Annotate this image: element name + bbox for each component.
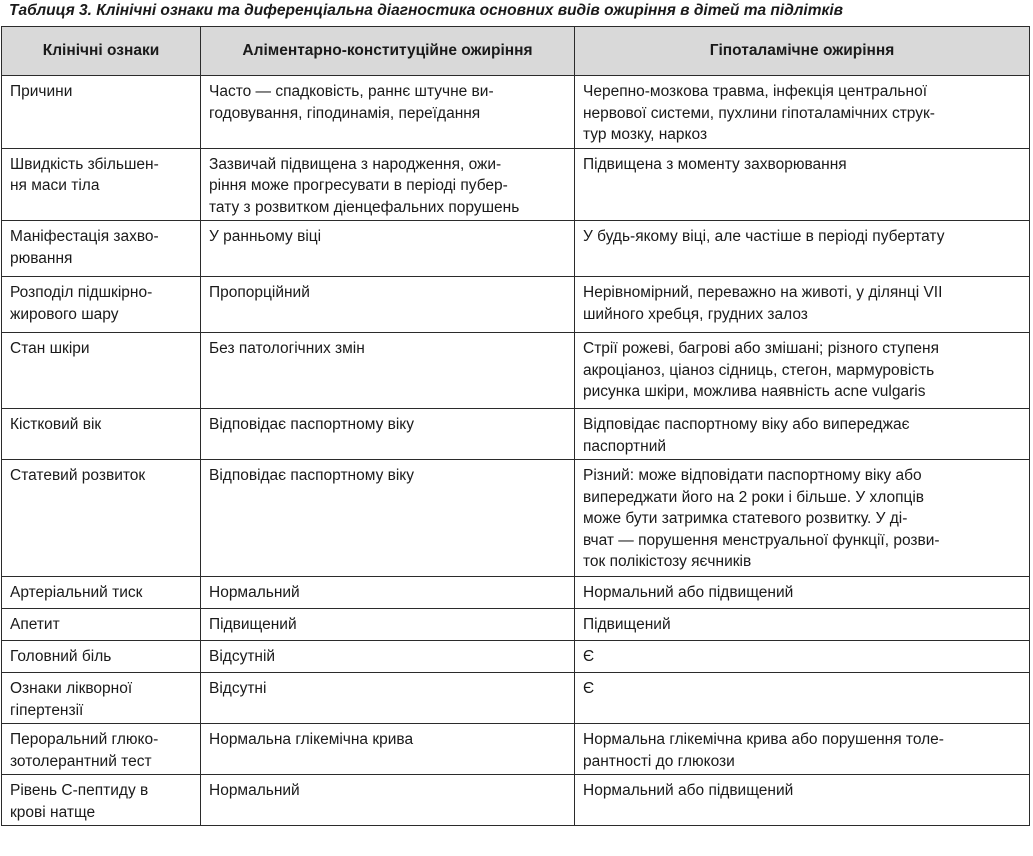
table-row [2, 673, 1030, 724]
table-row [2, 221, 1030, 277]
cell-clinical-sign: Головний біль [2, 641, 201, 673]
header-clinical-signs: Клінічні ознаки [2, 27, 201, 76]
header-alimentary-obesity: Аліментарно-конституційне ожиріння [201, 27, 575, 76]
cell-hypothalamic: Нормальна глікемічна крива або порушення толе- рантності до глюкози [575, 724, 1030, 775]
cell-clinical-sign: Апетит [2, 609, 201, 641]
header-row [2, 27, 1030, 76]
header-hypothalamic-obesity: Гіпоталамічне ожиріння [575, 27, 1030, 76]
cell-hypothalamic: Є [575, 641, 1030, 673]
cell-clinical-sign: Статевий розвиток [2, 460, 201, 577]
cell-hypothalamic: Різний: може відповідати паспортному віку або випереджати його на 2 роки і більше. У хлопців може бути затримка статевого розвитку. У ді- вчат — порушення менструальної функції, розви- ток полікістозу яєчників [575, 460, 1030, 577]
cell-clinical-sign: Маніфестація захво- рювання [2, 221, 201, 277]
cell-clinical-sign: Швидкість збільшен- ня маси тіла [2, 148, 201, 221]
cell-clinical-sign: Ознаки лікворної гіпертензії [2, 673, 201, 724]
cell-alimentary: Зазвичай підвищена з народження, ожи- ріння може прогресувати в періоді пубер- тату з розвитком діенцефальних порушень [201, 148, 575, 221]
table-row [2, 277, 1030, 333]
cell-alimentary: Відсутні [201, 673, 575, 724]
table-caption: Таблиця 3. Клінічні ознаки та диференціальна діагностика основних видів ожиріння в дітей та підлітків [9, 2, 844, 19]
cell-hypothalamic: Є [575, 673, 1030, 724]
cell-hypothalamic: Підвищена з моменту захворювання [575, 148, 1030, 221]
table-body [2, 76, 1030, 826]
table-row [2, 775, 1030, 826]
cell-clinical-sign: Пероральний глюко- зотолерантний тест [2, 724, 201, 775]
cell-alimentary: Без патологічних змін [201, 333, 575, 409]
cell-hypothalamic: Підвищений [575, 609, 1030, 641]
cell-hypothalamic: Стрії рожеві, багрові або змішані; різного ступеня акроціаноз, ціаноз сідниць, стегон, мармуровість рисунка шкіри, можлива наявність acne vulgaris [575, 333, 1030, 409]
table-row [2, 577, 1030, 609]
cell-alimentary: Нормальний [201, 775, 575, 826]
cell-alimentary: Відповідає паспортному віку [201, 409, 575, 460]
cell-hypothalamic: Відповідає паспортному віку або випереджає паспортний [575, 409, 1030, 460]
table-row [2, 148, 1030, 221]
cell-alimentary: Нормальна глікемічна крива [201, 724, 575, 775]
table-row [2, 609, 1030, 641]
table-row [2, 76, 1030, 149]
table-row [2, 409, 1030, 460]
cell-alimentary: Відповідає паспортному віку [201, 460, 575, 577]
diagnosis-table [1, 26, 1030, 826]
cell-hypothalamic: Нормальний або підвищений [575, 577, 1030, 609]
cell-clinical-sign: Стан шкіри [2, 333, 201, 409]
cell-hypothalamic: Нормальний або підвищений [575, 775, 1030, 826]
table-row [2, 641, 1030, 673]
cell-alimentary: Підвищений [201, 609, 575, 641]
cell-hypothalamic: У будь-якому віці, але частіше в періоді пубертату [575, 221, 1030, 277]
cell-alimentary: Пропорційний [201, 277, 575, 333]
cell-alimentary: Відсутній [201, 641, 575, 673]
table-row [2, 724, 1030, 775]
cell-clinical-sign: Кістковий вік [2, 409, 201, 460]
cell-alimentary: У ранньому віці [201, 221, 575, 277]
cell-clinical-sign: Рівень С-пептиду в крові натще [2, 775, 201, 826]
cell-clinical-sign: Артеріальний тиск [2, 577, 201, 609]
cell-clinical-sign: Розподіл підшкірно- жирового шару [2, 277, 201, 333]
cell-alimentary: Нормальний [201, 577, 575, 609]
cell-hypothalamic: Нерівномірний, переважно на животі, у ділянці VII шийного хребця, грудних залоз [575, 277, 1030, 333]
cell-clinical-sign: Причини [2, 76, 201, 149]
table-row [2, 333, 1030, 409]
cell-alimentary: Часто — спадковість, раннє штучне ви- годовування, гіподинамія, переїдання [201, 76, 575, 149]
cell-hypothalamic: Черепно-мозкова травма, інфекція центральної нервової системи, пухлини гіпоталамічних струк- тур мозку, наркоз [575, 76, 1030, 149]
table-row [2, 460, 1030, 577]
